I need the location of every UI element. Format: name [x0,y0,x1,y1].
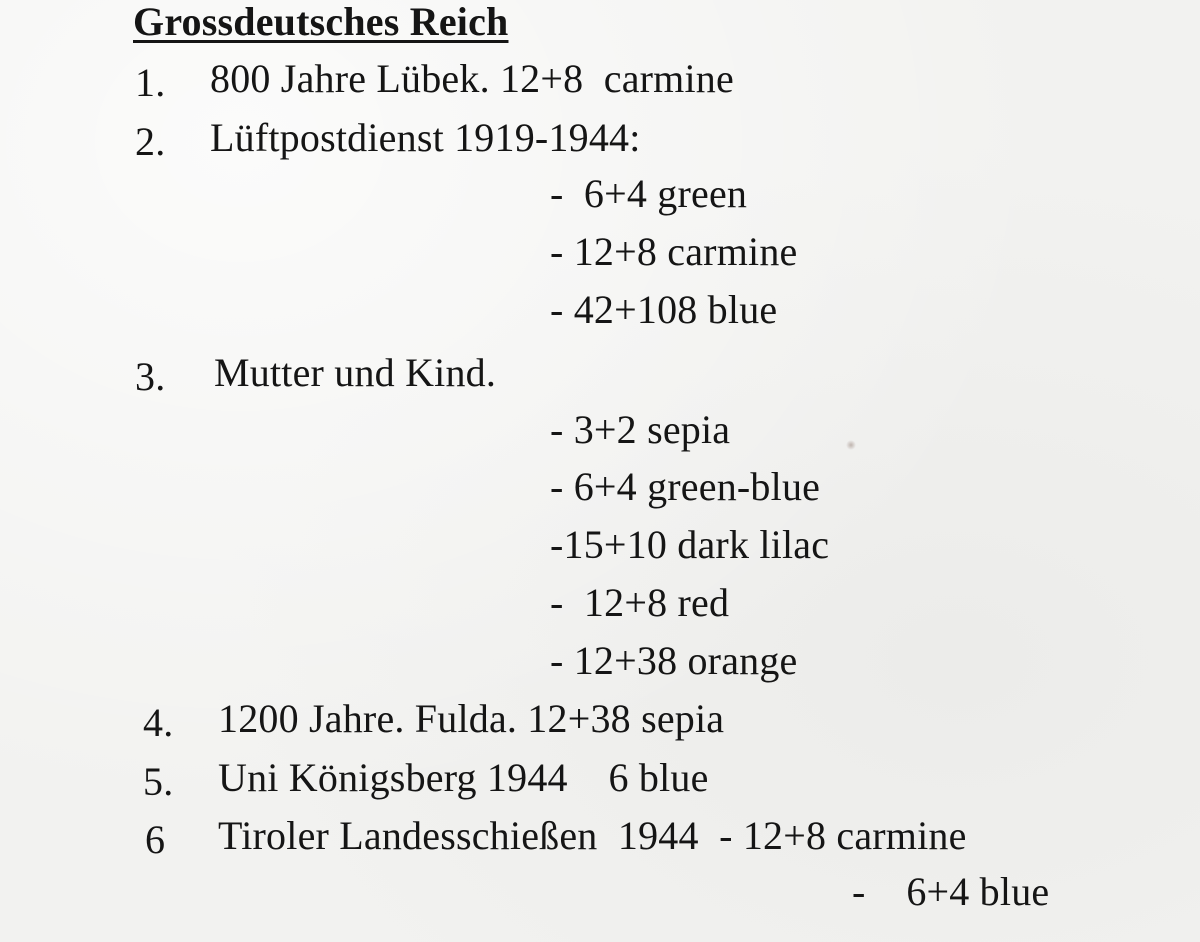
item-1-text: 800 Jahre Lübek. 12+8 carmine [210,56,734,101]
item-2-sub-3: - 42+108 blue [550,287,778,332]
item-3-text: Mutter und Kind. [214,350,497,395]
item-4-number: 4. [143,700,174,745]
item-3-sub-2: - 6+4 green-blue [550,464,821,509]
item-2-number: 2. [135,119,166,164]
item-6-text: Tiroler Landesschießen 1944 - 12+8 carmine [218,813,967,858]
item-5-number: 5. [143,759,174,804]
item-2-sub-1: - 6+4 green [550,171,748,216]
item-1-number: 1. [135,60,166,105]
item-6-number: 6 [145,817,166,862]
dust-speck [846,440,856,450]
item-3-sub-3: -15+10 dark lilac [550,522,830,567]
item-3-sub-1: - 3+2 sepia [550,407,731,452]
item-3-number: 3. [135,354,166,399]
item-2-sub-2: - 12+8 carmine [550,229,798,274]
item-3-sub-5: - 12+38 orange [550,638,798,683]
document-title: Grossdeutsches Reich [133,0,509,44]
item-6-sub-1: - 6+4 blue [852,869,1050,914]
item-3-sub-4: - 12+8 red [550,580,730,625]
item-4-text: 1200 Jahre. Fulda. 12+38 sepia [218,696,725,741]
item-2-text: Lüftpostdienst 1919-1944: [210,115,641,160]
item-5-text: Uni Königsberg 1944 6 blue [218,755,709,800]
